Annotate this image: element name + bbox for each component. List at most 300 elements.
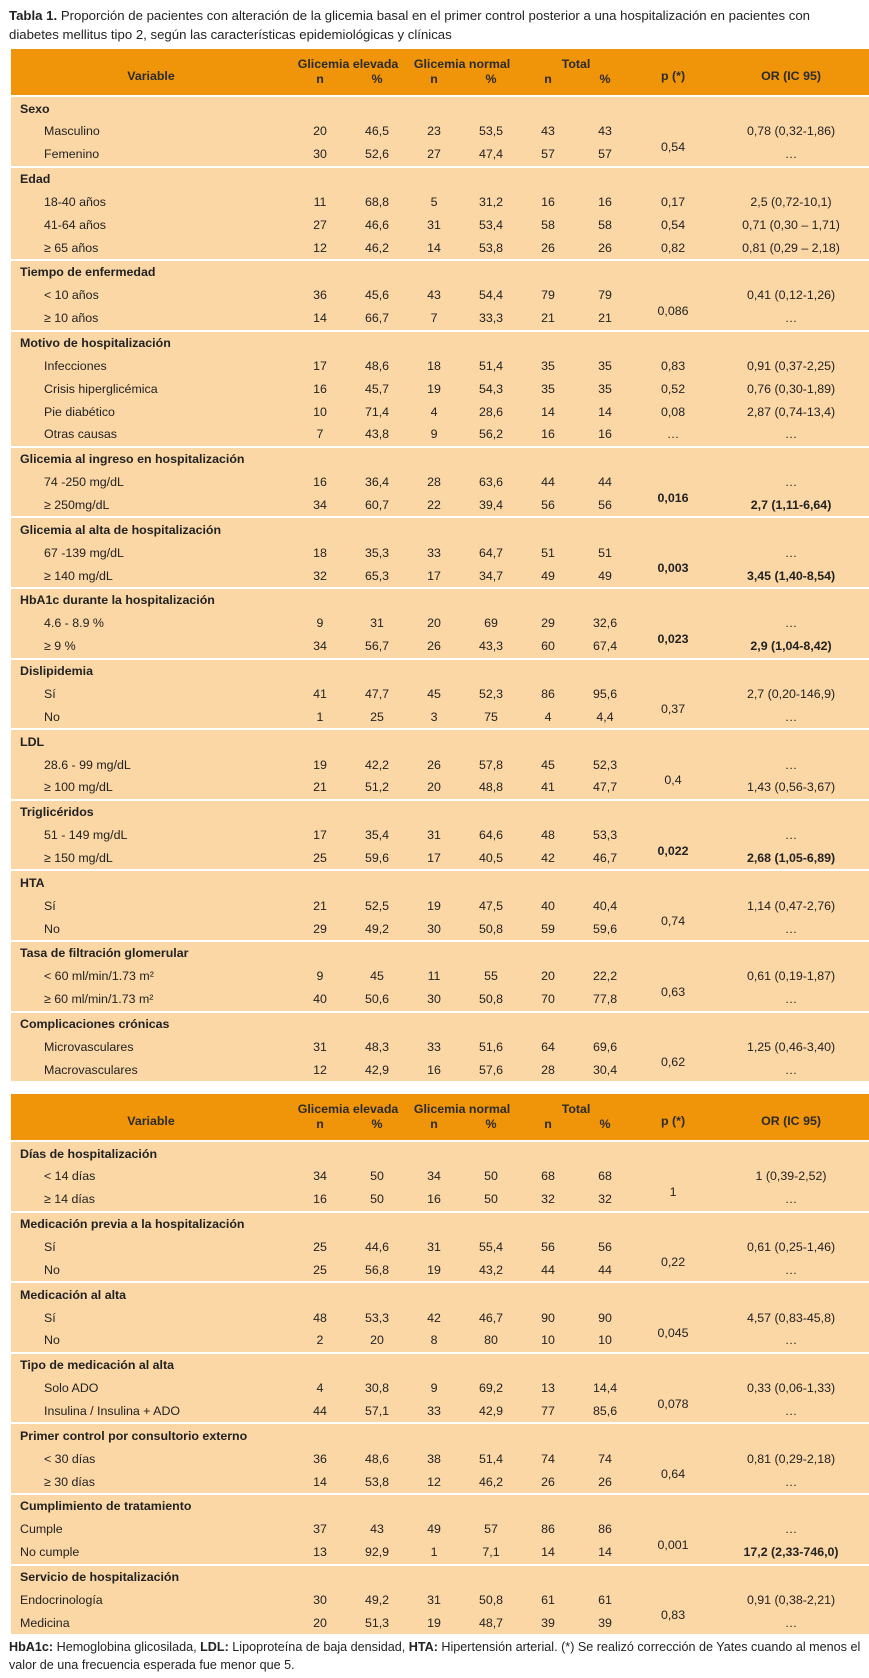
table-row — [11, 776, 869, 800]
section-title: Triglicéridos — [11, 800, 869, 824]
row-label: Masculino — [44, 124, 100, 139]
value-cell: 45,7 — [364, 381, 390, 396]
row-label: Sí — [44, 1310, 56, 1325]
value-cell: 77,8 — [592, 992, 618, 1007]
header-variable: Variable — [11, 49, 291, 96]
value-cell: 56,7 — [364, 639, 390, 654]
or-value: 1,43 (0,56-3,67) — [746, 780, 836, 795]
or-value: 0,61 (0,25-1,46) — [746, 1239, 836, 1254]
row-label: No cumple — [20, 1545, 80, 1560]
value-cell: 53,4 — [478, 217, 504, 232]
value-cell: 53,3 — [364, 1310, 390, 1325]
header-pct: % — [577, 1116, 633, 1141]
value-cell: 56 — [598, 1239, 612, 1254]
value-cell: 17 — [313, 828, 327, 843]
or-value: 2,68 (1,05-6,89) — [746, 850, 836, 865]
section-title: LDL — [11, 729, 869, 753]
row-label: ≥ 10 años — [44, 311, 99, 326]
or-value: … — [784, 427, 798, 442]
p-value: 0,086 — [657, 303, 689, 318]
row-label: 51 - 149 mg/dL — [44, 828, 128, 843]
row-label: Macrovasculares — [44, 1062, 138, 1077]
value-cell: 16 — [541, 194, 555, 209]
value-cell: 36 — [313, 288, 327, 303]
header-or: OR (IC 95) — [713, 1094, 869, 1141]
value-cell: 48,3 — [364, 1039, 390, 1054]
table-row — [11, 965, 869, 988]
row-label: Sí — [44, 898, 56, 913]
table-row — [11, 988, 869, 1012]
row-label: ≥ 150 mg/dL — [44, 850, 113, 865]
or-value: … — [784, 757, 798, 772]
section-title: Medicación al alta — [11, 1282, 869, 1306]
value-cell: 41 — [541, 780, 555, 795]
section-row — [11, 941, 869, 965]
value-cell: 46,2 — [364, 240, 390, 255]
value-cell: 45 — [541, 757, 555, 772]
row-label: Sí — [44, 1239, 56, 1254]
value-cell: 30,8 — [364, 1381, 390, 1396]
row-label: No — [44, 709, 60, 724]
p-value: 0,016 — [657, 490, 689, 505]
table-row — [11, 236, 869, 260]
value-cell: 75 — [484, 709, 498, 724]
caption-text: Proporción de pacientes con alteración de la glicemia basal en el primer control posterior a una hospitalización en pacientes con diabetes mellitus tipo 2, según las características epidemiológicas y clínicas — [9, 8, 811, 42]
section-row — [11, 800, 869, 824]
value-cell: 54,3 — [478, 381, 504, 396]
table-row — [11, 423, 869, 447]
table-row — [11, 541, 869, 564]
value-cell: 34 — [313, 497, 327, 512]
value-cell: 21 — [541, 311, 555, 326]
value-cell: 85,6 — [592, 1403, 618, 1418]
value-cell: 34,7 — [478, 568, 504, 583]
value-cell: 16 — [541, 427, 555, 442]
row-label: < 60 ml/min/1.73 m² — [44, 969, 154, 984]
value-cell: 33 — [427, 1039, 441, 1054]
header-total: Total — [519, 1094, 633, 1116]
row-label: 41-64 años — [44, 217, 107, 232]
table-row — [11, 1518, 869, 1541]
section-row — [11, 167, 869, 191]
value-cell: 50 — [370, 1169, 384, 1184]
value-cell: 43 — [598, 124, 612, 139]
value-cell: 16 — [598, 427, 612, 442]
value-cell: 48,6 — [364, 358, 390, 373]
header-pct: % — [577, 71, 633, 96]
header-glicemia-elevada: Glicemia elevada — [291, 1094, 405, 1116]
value-cell: 11 — [313, 194, 327, 209]
p-value: 1 — [669, 1184, 677, 1199]
value-cell: 16 — [313, 1192, 327, 1207]
table-row — [11, 1306, 869, 1329]
row-label: Endocrinología — [20, 1592, 103, 1607]
or-value: 0,71 (0,30 – 1,71) — [742, 217, 840, 232]
row-label: Microvasculares — [44, 1039, 134, 1054]
value-cell: 74 — [598, 1451, 612, 1466]
value-cell: 46,7 — [478, 1310, 504, 1325]
row-label: No — [44, 921, 60, 936]
value-cell: 23 — [427, 124, 441, 139]
or-value: 1,14 (0,47-2,76) — [746, 898, 836, 913]
value-cell: 35 — [541, 358, 555, 373]
value-cell: 21 — [313, 780, 327, 795]
value-cell: 58 — [541, 217, 555, 232]
value-cell: 68 — [598, 1169, 612, 1184]
value-cell: 9 — [316, 969, 324, 984]
table-row — [11, 1400, 869, 1424]
value-cell: 49 — [598, 568, 612, 583]
value-cell: 30 — [427, 992, 441, 1007]
table-row — [11, 471, 869, 494]
value-cell: 38 — [427, 1451, 441, 1466]
value-cell: 59,6 — [364, 850, 390, 865]
value-cell: 47,5 — [478, 898, 504, 913]
table-row — [11, 494, 869, 518]
row-label: ≥ 100 mg/dL — [44, 780, 113, 795]
or-value: … — [784, 1403, 798, 1418]
value-cell: 90 — [598, 1310, 612, 1325]
or-value: 0,78 (0,32-1,86) — [746, 124, 836, 139]
value-cell: 10 — [598, 1333, 612, 1348]
value-cell: 68,8 — [364, 194, 390, 209]
table-row — [11, 917, 869, 941]
header-row — [11, 1094, 869, 1116]
row-label: ≥ 250mg/dL — [44, 497, 110, 512]
value-cell: 50,8 — [478, 992, 504, 1007]
p-value: 0,22 — [660, 1255, 686, 1270]
value-cell: 86 — [541, 1522, 555, 1537]
value-cell: 66,7 — [364, 311, 390, 326]
value-cell: 51,2 — [364, 780, 390, 795]
value-cell: 19 — [427, 898, 441, 913]
value-cell: 50,8 — [478, 921, 504, 936]
value-cell: 69,6 — [592, 1039, 618, 1054]
value-cell: 48 — [541, 828, 555, 843]
or-value: 2,5 (0,72-10,1) — [750, 194, 832, 209]
table-row — [11, 1377, 869, 1400]
value-cell: 64 — [541, 1039, 555, 1054]
value-cell: 53,3 — [592, 828, 618, 843]
value-cell: 56 — [541, 1239, 555, 1254]
value-cell: 57,6 — [478, 1062, 504, 1077]
p-value: 0,83 — [660, 1608, 686, 1623]
value-cell: 4 — [544, 709, 552, 724]
value-cell: 1 — [430, 1545, 438, 1560]
value-cell: 18 — [427, 358, 441, 373]
table-row — [11, 400, 869, 423]
or-value: … — [784, 545, 798, 560]
value-cell: 12 — [313, 240, 327, 255]
value-cell: 30 — [313, 147, 327, 162]
footnote-abbrev: HbA1c: — [9, 1640, 54, 1654]
table-row — [11, 1447, 869, 1470]
row-label: Femenino — [44, 147, 100, 162]
value-cell: 60 — [541, 639, 555, 654]
section-title: Tasa de filtración glomerular — [11, 941, 869, 965]
value-cell: 47,4 — [478, 147, 504, 162]
value-cell: 59,6 — [592, 921, 618, 936]
value-cell: 35 — [541, 381, 555, 396]
row-label: Otras causas — [44, 427, 117, 442]
or-value: … — [784, 1062, 798, 1077]
header-p: p (*) — [633, 49, 713, 96]
value-cell: 20 — [427, 616, 441, 631]
section-title: HbA1c durante la hospitalización — [11, 588, 869, 612]
value-cell: 58 — [598, 217, 612, 232]
header-glicemia-elevada: Glicemia elevada — [291, 49, 405, 71]
value-cell: 67,4 — [592, 639, 618, 654]
value-cell: 43,2 — [478, 1262, 504, 1277]
row-label: ≥ 65 años — [44, 240, 99, 255]
value-cell: 16 — [427, 1062, 441, 1077]
or-value: … — [784, 475, 798, 490]
value-cell: 16 — [427, 1192, 441, 1207]
value-cell: 14,4 — [592, 1381, 618, 1396]
value-cell: 21 — [598, 311, 612, 326]
p-value: 0,64 — [660, 1467, 686, 1482]
value-cell: 45,6 — [364, 288, 390, 303]
value-cell: 61 — [598, 1592, 612, 1607]
value-cell: 28,6 — [478, 404, 504, 419]
value-cell: 17 — [313, 358, 327, 373]
header-n: n — [405, 1116, 463, 1141]
value-cell: 9 — [316, 616, 324, 631]
value-cell: 63,6 — [478, 475, 504, 490]
value-cell: 59 — [541, 921, 555, 936]
value-cell: 26 — [541, 240, 555, 255]
header-pct: % — [349, 1116, 405, 1141]
header-or: OR (IC 95) — [713, 49, 869, 96]
or-value: 0,81 (0,29 – 2,18) — [742, 240, 840, 255]
results-table-part-2 — [11, 1094, 869, 1634]
value-cell: 26 — [427, 639, 441, 654]
value-cell: 12 — [427, 1474, 441, 1489]
p-value: 0,54 — [660, 217, 686, 232]
value-cell: 40 — [541, 898, 555, 913]
value-cell: 45 — [427, 686, 441, 701]
value-cell: 44 — [313, 1403, 327, 1418]
section-title: Dislipidemia — [11, 659, 869, 683]
row-label: ≥ 30 días — [44, 1474, 95, 1489]
value-cell: 12 — [313, 1062, 327, 1077]
value-cell: 46,6 — [364, 217, 390, 232]
p-value: 0,83 — [660, 358, 686, 373]
value-cell: 55,4 — [478, 1239, 504, 1254]
header-row — [11, 49, 869, 71]
row-label: < 14 días — [44, 1169, 96, 1184]
section-title: Tipo de medicación al alta — [11, 1353, 869, 1377]
value-cell: 45 — [370, 969, 384, 984]
header-n: n — [405, 71, 463, 96]
section-row — [11, 447, 869, 471]
row-label: Medicina — [20, 1615, 70, 1630]
value-cell: 8 — [430, 1333, 438, 1348]
value-cell: 55 — [484, 969, 498, 984]
section-title: Servicio de hospitalización — [11, 1565, 869, 1589]
value-cell: 74 — [541, 1451, 555, 1466]
value-cell: 44 — [598, 1262, 612, 1277]
or-value: 2,9 (1,04-8,42) — [750, 639, 832, 654]
header-glicemia-normal: Glicemia normal — [405, 49, 519, 71]
section-row — [11, 1353, 869, 1377]
value-cell: 46,5 — [364, 124, 390, 139]
header-n: n — [291, 71, 349, 96]
value-cell: 32 — [541, 1192, 555, 1207]
value-cell: 61 — [541, 1592, 555, 1607]
or-value: … — [784, 992, 798, 1007]
value-cell: 77 — [541, 1403, 555, 1418]
value-cell: 51 — [598, 545, 612, 560]
section-row — [11, 1565, 869, 1589]
p-value: 0,023 — [657, 631, 689, 646]
table-row — [11, 683, 869, 706]
value-cell: 52,3 — [592, 757, 618, 772]
p-value: 0,54 — [660, 139, 686, 154]
footnote-text: Lipoproteína de baja densidad, — [228, 1640, 409, 1654]
or-value: … — [784, 1333, 798, 1348]
value-cell: 44 — [541, 1262, 555, 1277]
value-cell: 51,4 — [478, 1451, 504, 1466]
section-row — [11, 588, 869, 612]
value-cell: 11 — [427, 969, 441, 984]
value-cell: 47,7 — [592, 780, 618, 795]
value-cell: 16 — [313, 475, 327, 490]
value-cell: 10 — [313, 404, 327, 419]
value-cell: 31 — [427, 1592, 441, 1607]
row-label: ≥ 60 ml/min/1.73 m² — [44, 992, 154, 1007]
table-row — [11, 1611, 869, 1634]
row-label: 67 -139 mg/dL — [44, 545, 124, 560]
table-row — [11, 847, 869, 871]
value-cell: 48 — [313, 1310, 327, 1325]
value-cell: 86 — [541, 686, 555, 701]
value-cell: 49,2 — [364, 1592, 390, 1607]
table-row — [11, 612, 869, 635]
table-header — [11, 49, 869, 96]
row-label: ≥ 140 mg/dL — [44, 568, 113, 583]
header-n: n — [519, 1116, 577, 1141]
header-variable: Variable — [11, 1094, 291, 1141]
value-cell: 70 — [541, 992, 555, 1007]
table-row — [11, 753, 869, 776]
section-row — [11, 870, 869, 894]
or-value: 0,91 (0,38-2,21) — [746, 1592, 836, 1607]
or-value: … — [784, 147, 798, 162]
or-value: 3,45 (1,40-8,54) — [746, 568, 836, 583]
value-cell: 69 — [484, 616, 498, 631]
value-cell: 17 — [427, 568, 441, 583]
value-cell: 25 — [313, 1262, 327, 1277]
value-cell: 31 — [313, 1039, 327, 1054]
section-title: Cumplimiento de tratamiento — [11, 1494, 869, 1518]
value-cell: 56,2 — [478, 427, 504, 442]
value-cell: 29 — [313, 921, 327, 936]
value-cell: 44 — [598, 475, 612, 490]
or-value: 4,57 (0,83-45,8) — [746, 1310, 836, 1325]
or-value: 0,33 (0,06-1,33) — [746, 1381, 836, 1396]
value-cell: 33 — [427, 1403, 441, 1418]
value-cell: 25 — [313, 850, 327, 865]
value-cell: 95,6 — [592, 686, 618, 701]
or-value: … — [784, 1615, 798, 1630]
value-cell: 2 — [316, 1333, 324, 1348]
or-value: 2,7 (0,20-146,9) — [746, 686, 836, 701]
value-cell: 14 — [541, 404, 555, 419]
value-cell: 40 — [313, 992, 327, 1007]
p-value: … — [666, 427, 680, 442]
or-value: … — [784, 1262, 798, 1277]
value-cell: 68 — [541, 1169, 555, 1184]
or-value: 0,81 (0,29-2,18) — [746, 1451, 836, 1466]
section-row — [11, 1141, 869, 1165]
value-cell: 69,2 — [478, 1381, 504, 1396]
or-value: 17,2 (2,33-746,0) — [743, 1545, 839, 1560]
section-title: Medicación previa a la hospitalización — [11, 1212, 869, 1236]
value-cell: 14 — [598, 1545, 612, 1560]
p-value: 0,003 — [657, 561, 689, 576]
value-cell: 53,8 — [364, 1474, 390, 1489]
table-row — [11, 307, 869, 331]
value-cell: 22 — [427, 497, 441, 512]
value-cell: 27 — [427, 147, 441, 162]
value-cell: 42,9 — [478, 1403, 504, 1418]
value-cell: 31 — [427, 828, 441, 843]
value-cell: 42 — [541, 850, 555, 865]
table-row — [11, 213, 869, 236]
table-body — [11, 1141, 869, 1634]
value-cell: 13 — [541, 1381, 555, 1396]
row-label: < 30 días — [44, 1451, 96, 1466]
p-value: 0,37 — [660, 702, 686, 717]
or-value: … — [784, 709, 798, 724]
value-cell: 51,3 — [364, 1615, 390, 1630]
section-title: Sexo — [11, 96, 869, 120]
table-row — [11, 1236, 869, 1259]
value-cell: 35 — [598, 381, 612, 396]
table-row — [11, 1258, 869, 1282]
value-cell: 20 — [313, 1615, 327, 1630]
or-value: 0,91 (0,37-2,25) — [746, 358, 836, 373]
value-cell: 36 — [313, 1451, 327, 1466]
or-value: … — [784, 921, 798, 936]
p-value: 0,17 — [660, 194, 686, 209]
value-cell: 29 — [541, 616, 555, 631]
value-cell: 7 — [316, 427, 324, 442]
value-cell: 34 — [313, 1169, 327, 1184]
or-value: 0,41 (0,12-1,26) — [746, 288, 836, 303]
value-cell: 7,1 — [482, 1545, 500, 1560]
value-cell: 56 — [541, 497, 555, 512]
or-value: … — [784, 311, 798, 326]
value-cell: 79 — [598, 288, 612, 303]
value-cell: 64,7 — [478, 545, 504, 560]
caption-label: Tabla 1. — [9, 8, 58, 23]
p-value: 0,63 — [660, 984, 686, 999]
footnote-text: Hemoglobina glicosilada, — [53, 1640, 201, 1654]
value-cell: 1 — [316, 709, 324, 724]
value-cell: 18 — [313, 545, 327, 560]
value-cell: 52,5 — [364, 898, 390, 913]
row-label: No — [44, 1262, 60, 1277]
section-row — [11, 96, 869, 120]
value-cell: 33,3 — [478, 311, 504, 326]
value-cell: 39 — [598, 1615, 612, 1630]
value-cell: 5 — [430, 194, 438, 209]
value-cell: 33 — [427, 545, 441, 560]
or-value: … — [784, 1474, 798, 1489]
value-cell: 3 — [430, 709, 438, 724]
